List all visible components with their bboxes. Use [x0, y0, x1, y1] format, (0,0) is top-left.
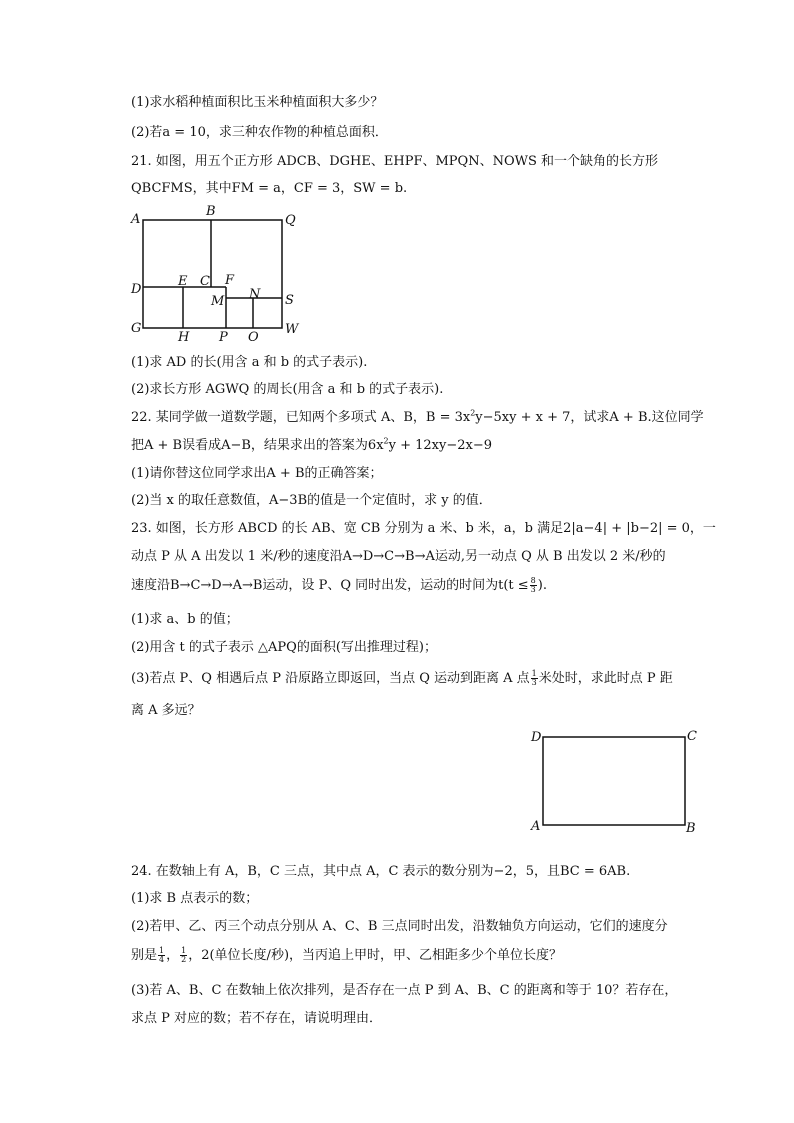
- q21-part1: (1)求 AD 的长(用含 a 和 b 的式子表示).: [131, 355, 368, 370]
- q21-label-N: N: [249, 287, 261, 302]
- q21-label-G: G: [131, 321, 142, 336]
- q24-part1: (1)求 B 点表示的数；: [131, 891, 259, 906]
- q23-label-D: D: [531, 730, 542, 745]
- q23-part1: (1)求 a、b 的值；: [131, 612, 239, 627]
- q23-part2: (2)用含 t 的式子表示 △APQ的面积(写出推理过程)；: [131, 640, 437, 655]
- q24-part3-line2: 求点 P 对应的数；若不存在，请说明理由．: [131, 1011, 383, 1026]
- q21-label-S: S: [285, 293, 294, 308]
- q23-part3-line1: (3)若点 P、Q 相遇后点 P 沿原路立即返回，当点 Q 运动到距离 A 点 $\frac{1}{3}$ 米处时，求此时点 P 距: [131, 669, 673, 687]
- q21-label-P: P: [219, 330, 228, 345]
- q21-label-B: B: [206, 204, 216, 219]
- q24-part2-line1: (2)若甲、乙、丙三个动点分别从 A、C、B 三点同时出发，沿数轴负方向运动，它们的速度分: [131, 919, 668, 934]
- q21-label-H: H: [178, 330, 190, 345]
- q21-label-O: O: [248, 330, 259, 345]
- q22-part1: (1)请你替这位同学求出A + B的正确答案；: [131, 466, 383, 481]
- q21-label-M: M: [211, 294, 225, 309]
- q23-part3-line2: 离 A 多远？: [131, 703, 201, 718]
- q23-label-B: B: [686, 821, 696, 836]
- q24-part2-line2: 别是 $\frac{1}{4}$ ， $\frac{1}{2}$ ，2(单位长度/秒)，当丙追上甲时，甲、乙相距多少个单位长度？: [131, 946, 563, 964]
- q24-stem: 24. 在数轴上有 A，B，C 三点，其中点 A，C 表示的数分别为−2，5，且BC = 6AB.: [131, 864, 631, 879]
- fraction-8-3: $\frac{8}{3}$: [530, 576, 536, 594]
- q21-label-W: W: [285, 322, 299, 337]
- q21-label-C: C: [200, 274, 210, 289]
- q23-stem-line1: 23. 如图，长方形 ABCD 的长 AB、宽 CB 分别为 a 米、b 米，a，b 满足2|a−4| + |b−2| = 0，一: [131, 521, 716, 536]
- q21-label-Q: Q: [285, 213, 296, 228]
- fraction-1-4: $\frac{1}{4}$: [159, 946, 165, 964]
- fraction-1-2: $\frac{1}{2}$: [181, 946, 187, 964]
- q23-stem-line3: 速度沿B→C→D→A→B运动，设 P、Q 同时出发，运动的时间为t(t ≤ $\frac{8}{3}$ ).: [131, 576, 547, 594]
- q20-part2: (2)若a = 10，求三种农作物的种植总面积．: [131, 125, 388, 140]
- q22-stem-line2: 把A + B误看成A−B，结果求出的答案为$6x^2y + 12xy-2x-9$: [131, 436, 493, 453]
- fraction-1-3: $\frac{1}{3}$: [531, 669, 537, 687]
- q21-stem-line1: 21. 如图，用五个正方形 ADCB、DGHE、EHPF、MPQN、NOWS 和一个缺角的长方形: [131, 154, 659, 169]
- q23-label-A: A: [531, 819, 541, 834]
- q21-label-A: A: [131, 212, 141, 227]
- q23-label-C: C: [687, 729, 697, 744]
- q24-part3-line1: (3)若 A、B、C 在数轴上依次排列，是否存在一点 P 到 A、B、C 的距离和等于 10？若存在，: [131, 983, 678, 998]
- q21-stem-line2: QBCFMS，其中FM = a，CF = 3，SW = b.: [131, 181, 408, 196]
- q21-part2: (2)求长方形 AGWQ 的周长(用含 a 和 b 的式子表示).: [131, 382, 444, 397]
- q23-stem-line2: 动点 P 从 A 出发以 1 米/秒的速度沿A→D→C→B→A运动,另一动点 Q 从 B 出发以 2 米/秒的: [131, 549, 666, 564]
- q22-part2: (2)当 x 的取任意数值，A−3B的值是一个定值时，求 y 的值．: [131, 493, 492, 508]
- q21-label-F: F: [225, 273, 235, 288]
- q21-label-E: E: [178, 274, 188, 289]
- q21-label-D: D: [131, 282, 142, 297]
- q22-stem-line1: 22. 某同学做一道数学题，已知两个多项式 A、B，$B = 3x^2y-5xy + x + 7$，试求A + B.这位同学: [131, 408, 704, 425]
- q20-part1: (1)求水稻种植面积比玉米种植面积大多少？: [131, 95, 384, 110]
